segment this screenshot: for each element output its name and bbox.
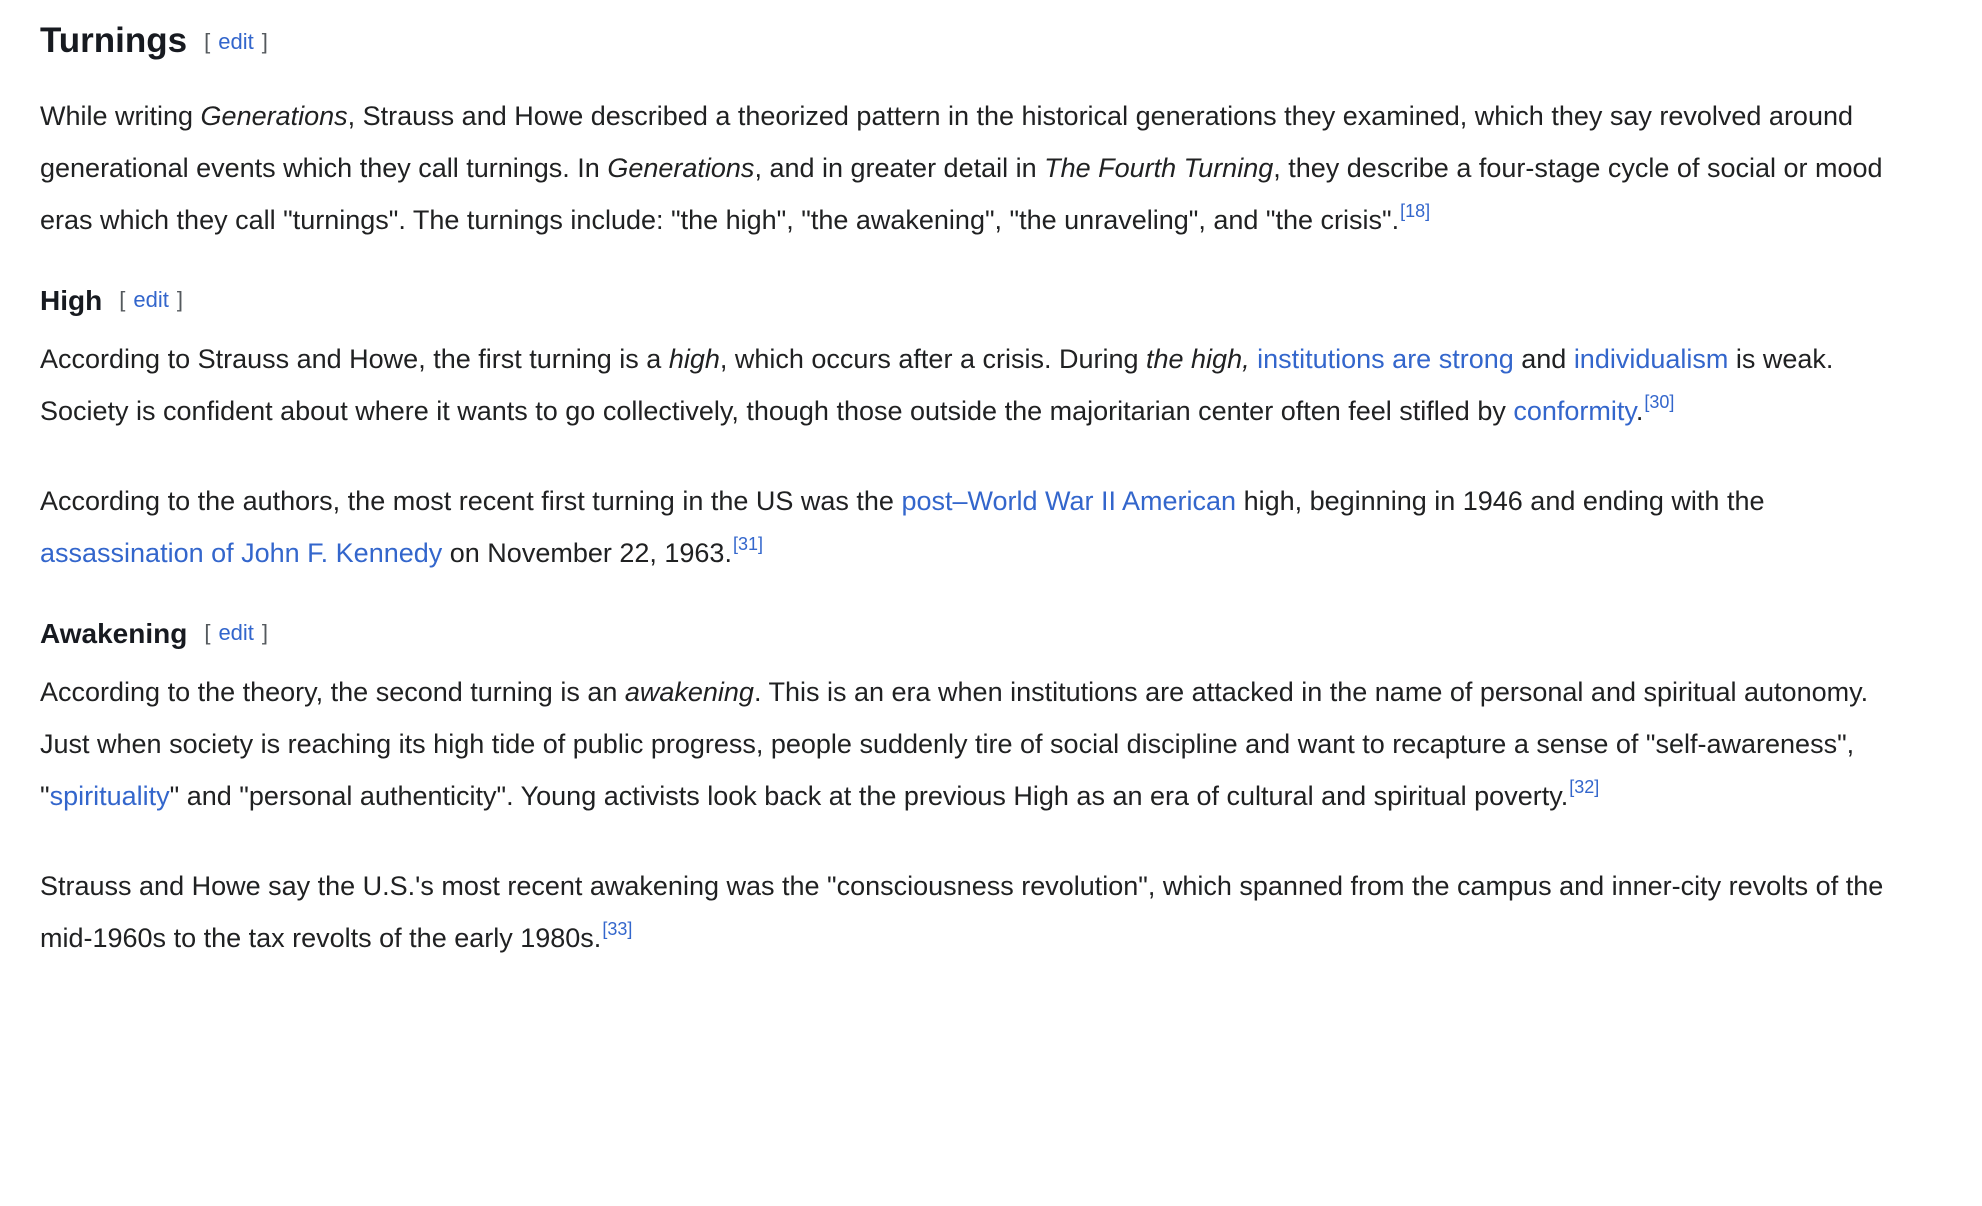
edit-section xyxy=(204,620,268,645)
italic-text: Generations xyxy=(200,101,348,131)
section-heading-turnings xyxy=(40,20,1912,62)
reference-link[interactable]: [30] xyxy=(1644,392,1675,412)
reference-link[interactable]: [31] xyxy=(732,534,763,554)
reference-marker xyxy=(1644,392,1674,412)
italic-text: the high, xyxy=(1146,344,1250,374)
edit-link[interactable]: edit xyxy=(218,29,254,54)
wiki-link[interactable]: conformity xyxy=(1513,396,1636,426)
edit-close-bracket: ] xyxy=(261,29,268,54)
edit-link[interactable]: edit xyxy=(133,287,169,312)
italic-text: The Fourth Turning xyxy=(1044,153,1274,183)
reference-marker xyxy=(733,534,763,554)
wiki-link[interactable]: post–World War II American xyxy=(901,486,1237,516)
italic-text: Generations xyxy=(607,153,755,183)
wiki-link[interactable]: spirituality xyxy=(49,781,170,811)
edit-open-bracket: [ xyxy=(204,29,211,54)
section-heading-high xyxy=(40,284,1912,318)
reference-link[interactable]: [32] xyxy=(1569,777,1600,797)
wiki-link[interactable]: assassination of John F. Kennedy xyxy=(40,538,443,568)
edit-section xyxy=(119,287,183,312)
reference-link[interactable]: [33] xyxy=(602,919,633,939)
edit-open-bracket: [ xyxy=(119,287,126,312)
reference-marker xyxy=(602,919,632,939)
reference-link[interactable]: [18] xyxy=(1400,201,1431,221)
reference-marker xyxy=(1400,201,1430,221)
paragraph-awakening-2: Strauss and Howe say the U.S.'s most recent awakening was the "consciousness revolution", which spanned from the campus and inner-city revolts of the mid-1960s to the tax revolts of the early 1980s.[33] xyxy=(40,871,1884,953)
paragraph-awakening-1: According to the theory, the second turning is an awakening. This is an era when institutions are attacked in the name of personal and spiritual autonomy. Just when society is reaching its high tide of public progress, people suddenly tire of social discipline and want to recapture a sense of "self-awareness", "spirituality" and "personal authenticity". Young activists look back at the previous High as an era of cultural and spiritual poverty.[32] xyxy=(40,677,1869,811)
italic-text: awakening xyxy=(624,677,754,707)
edit-link[interactable]: edit xyxy=(218,620,254,645)
reference-marker xyxy=(1569,777,1599,797)
edit-close-bracket: ] xyxy=(176,287,183,312)
paragraph-high-2: According to the authors, the most recent first turning in the US was the post–World War II American high, beginning in 1946 and ending with the assassination of John F. Kennedy on November 22, 1963.[31] xyxy=(40,486,1765,568)
section-heading-awakening xyxy=(40,617,1912,651)
section-title: Turnings xyxy=(40,21,188,60)
wiki-link[interactable]: individualism xyxy=(1573,344,1729,374)
edit-section xyxy=(204,29,268,54)
italic-text: high xyxy=(668,344,720,374)
paragraph-high-1: According to Strauss and Howe, the first turning is a high, which occurs after a crisis. During the high, institutions are strong and individualism is weak. Society is confident about where it wants to go collectively, though those outside the majoritarian center often feel stifled by conformity.[30] xyxy=(40,344,1834,426)
section-title: Awakening xyxy=(40,618,188,649)
edit-close-bracket: ] xyxy=(261,620,269,645)
section-title: High xyxy=(40,285,103,316)
wiki-link[interactable]: institutions are strong xyxy=(1257,344,1514,374)
edit-open-bracket: [ xyxy=(204,620,211,645)
paragraph-turnings-1: While writing Generations, Strauss and Howe described a theorized pattern in the historical generations they examined, which they say revolved around generational events which they call turnings. In Generations, and in greater detail in The Fourth Turning, they describe a four-stage cycle of social or mood eras which they call "turnings". The turnings include: "the high", "the awakening", "the unraveling", and "the crisis".[18] xyxy=(40,101,1883,235)
